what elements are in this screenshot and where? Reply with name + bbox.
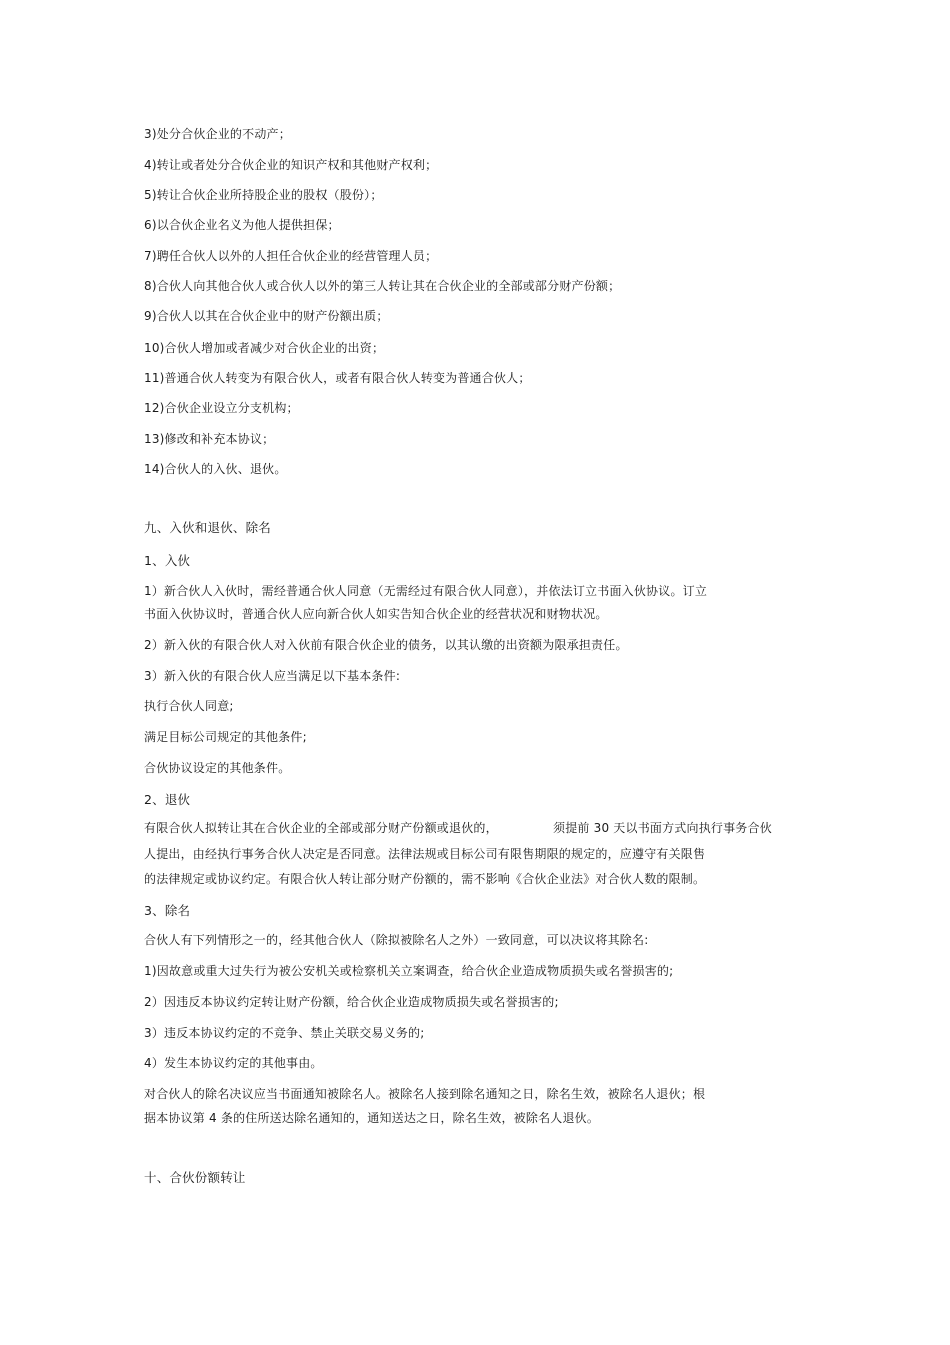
- condition-item: 执行合伙人同意;: [144, 699, 234, 713]
- list-item: 9)合伙人以其在合伙企业中的财产份额出质；: [144, 309, 389, 323]
- list-item: 10)合伙人增加或者减少对合伙企业的出资；: [144, 341, 385, 355]
- paragraph-line: 人提出，由经执行事务合伙人决定是否同意。法律法规或目标公司有限售期限的规定的，应遵守有关限售: [144, 847, 706, 861]
- list-item: 8)合伙人向其他合伙人或合伙人以外的第三人转让其在合伙企业的全部或部分财产份额；: [144, 279, 621, 293]
- paragraph-line: 的法律规定或协议约定。有限合伙人转让部分财产份额的，需不影响《合伙企业法》对合伙人数的限制。: [144, 872, 706, 886]
- section-heading: 九、入伙和退伙、除名: [144, 520, 272, 535]
- list-item: 13)修改和补充本协议；: [144, 432, 275, 446]
- list-item: 2）因违反本协议约定转让财产份额，给合伙企业造成物质损失或名誉损害的;: [144, 995, 559, 1009]
- subsection-heading: 2、退伙: [144, 792, 191, 807]
- list-item: 7)聘任合伙人以外的人担任合伙企业的经营管理人员；: [144, 249, 438, 263]
- list-item: 11)普通合伙人转变为有限合伙人，或者有限合伙人转变为普通合伙人；: [144, 371, 531, 385]
- paragraph-line-continuation: 须提前 30 天以书面方式向执行事务合伙: [553, 821, 772, 835]
- list-item: 3)处分合伙企业的不动产；: [144, 127, 291, 141]
- paragraph-line: 2）新入伙的有限合伙人对入伙前有限合伙企业的债务，以其认缴的出资额为限承担责任。: [144, 638, 628, 652]
- condition-item: 合伙协议设定的其他条件。: [144, 761, 291, 775]
- list-item: 1)因故意或重大过失行为被公安机关或检察机关立案调查，给合伙企业造成物质损失或名誉损害的;: [144, 964, 674, 978]
- paragraph-line: 据本协议第 4 条的住所送达除名通知的，通知送达之日，除名生效，被除名人退伙。: [144, 1111, 600, 1125]
- paragraph-line: 书面入伙协议时，普通合伙人应向新合伙人如实告知合伙企业的经营状况和财物状况。: [144, 607, 608, 621]
- section-heading: 十、合伙份额转让: [144, 1170, 246, 1185]
- paragraph-line: 对合伙人的除名决议应当书面通知被除名人。被除名人接到除名通知之日，除名生效，被除名人退伙；根: [144, 1087, 706, 1101]
- list-item: 12)合伙企业设立分支机构；: [144, 401, 299, 415]
- list-item: 14)合伙人的入伙、退伙。: [144, 462, 287, 476]
- list-item: 3）违反本协议约定的不竞争、禁止关联交易义务的;: [144, 1026, 425, 1040]
- subsection-heading: 3、除名: [144, 903, 191, 918]
- paragraph-line: 合伙人有下列情形之一的，经其他合伙人（除拟被除名人之外）一致同意，可以决议将其除名:: [144, 933, 649, 947]
- list-item: 5)转让合伙企业所持股企业的股权（股份）；: [144, 188, 383, 202]
- list-item: 4)转让或者处分合伙企业的知识产权和其他财产权利；: [144, 158, 438, 172]
- condition-item: 满足目标公司规定的其他条件;: [144, 730, 307, 744]
- list-item: 4）发生本协议约定的其他事由。: [144, 1056, 323, 1070]
- paragraph-line: 有限合伙人拟转让其在合伙企业的全部或部分财产份额或退伙的，: [144, 821, 498, 835]
- paragraph-line: 3）新入伙的有限合伙人应当满足以下基本条件:: [144, 669, 401, 683]
- subsection-heading: 1、入伙: [144, 553, 191, 568]
- list-item: 6)以合伙企业名义为他人提供担保；: [144, 218, 340, 232]
- paragraph-line: 1）新合伙人入伙时，需经普通合伙人同意（无需经过有限合伙人同意），并依法订立书面入伙协议。订立: [144, 584, 708, 598]
